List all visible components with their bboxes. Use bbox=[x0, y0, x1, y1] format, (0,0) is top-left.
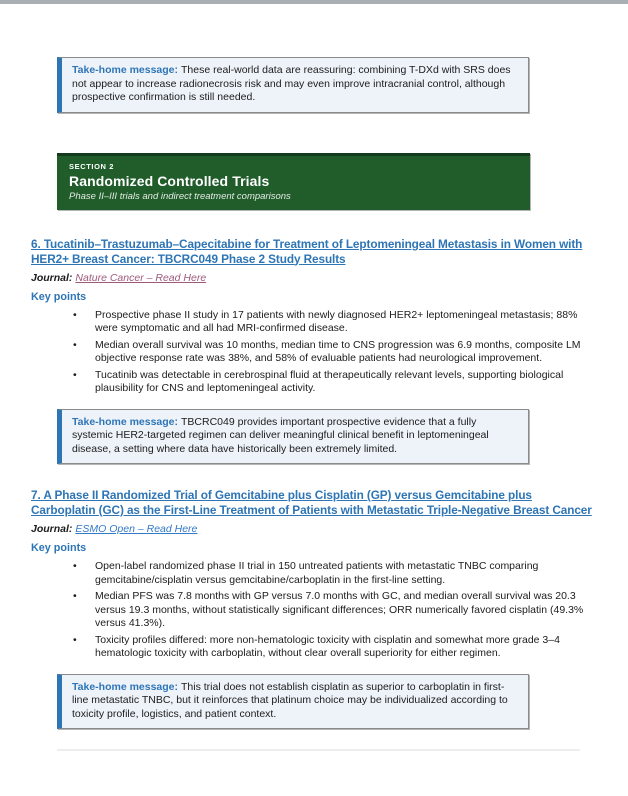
section-title: Randomized Controlled Trials bbox=[69, 172, 270, 189]
journal-line bbox=[31, 522, 595, 536]
take-home-label: Take-home message: bbox=[72, 680, 179, 693]
section-banner bbox=[57, 153, 530, 210]
article bbox=[31, 237, 595, 465]
take-home-text: This trial does not establish cisplatin as superior to carboplatin in first-line metastatic TNBC, but it reinforces that platinum choice may be individualized according to toxicity profile, logistics, and patient context. bbox=[72, 680, 508, 720]
take-home-text: TBCRC049 provides important prospective evidence that a fully systemic HER2-targeted regimen can deliver meaningful clinical benefit in leptomeningeal disease, a setting where data have historically been extremely limited. bbox=[72, 415, 489, 455]
section-divider bbox=[57, 749, 580, 751]
journal-link[interactable]: Nature Cancer – Read Here bbox=[75, 271, 207, 284]
take-home-label: Take-home message: bbox=[72, 64, 179, 76]
journal-line bbox=[31, 271, 595, 285]
journal-link[interactable]: ESMO Open – Read Here bbox=[75, 523, 198, 535]
take-home-box bbox=[57, 409, 529, 465]
journal-label: Journal: bbox=[31, 523, 73, 535]
key-point-item: • Tucatinib was detectable in cerebrospinal fluid at therapeutically relevant levels, supporting biological plausibility for CNS and leptomeningeal activity. bbox=[31, 369, 595, 396]
key-points-list bbox=[31, 560, 595, 661]
key-point-item: • Toxicity profiles differed: more non-hematologic toxicity with cisplatin and somewhat more grade 3–4 hematologic toxicity with carboplatin, without clear overall superiority for either regimen. bbox=[31, 634, 595, 661]
key-point-item: • Open-label randomized phase II trial in 150 untreated patients with metastatic TNBC comparing gemcitabine/cisplatin versus gemcitabine/carboplatin in the first-line setting. bbox=[31, 560, 595, 587]
take-home-box bbox=[57, 674, 529, 730]
section-subtitle: Phase II–III trials and indirect treatment comparisons bbox=[69, 190, 291, 202]
take-home-box bbox=[57, 57, 529, 113]
key-points-heading: Key points bbox=[31, 290, 87, 303]
take-home-label: Take-home message: bbox=[72, 415, 179, 428]
article-title-link[interactable]: 7. A Phase II Randomized Trial of Gemcitabine plus Cisplatin (GP) versus Gemcitabine plus Carboplatin (GC) as the First-Line Treatment of Patients with Metastatic Triple-Negative Breast Cancer bbox=[31, 488, 592, 517]
article-title-link[interactable]: 6. Tucatinib–Trastuzumab–Capecitabine for Treatment of Leptomeningeal Metastasis in Women with HER2+ Breast Cancer: TBCRC049 Phase 2 Study Results bbox=[31, 236, 583, 266]
section-kicker: SECTION 2 bbox=[69, 161, 114, 171]
key-points-list bbox=[31, 309, 595, 396]
page-content bbox=[0, 57, 628, 751]
key-point-item: • Median overall survival was 10 months, median time to CNS progression was 6.9 months, composite LM objective response rate was 38%, and 58% of evaluable patients had neurological improvement. bbox=[31, 339, 595, 366]
key-points-heading: Key points bbox=[31, 542, 87, 554]
key-point-item: • Prospective phase II study in 17 patients with newly diagnosed HER2+ leptomeningeal metastasis; 88% were symptomatic and all had MRI-confirmed disease. bbox=[31, 309, 595, 336]
journal-label: Journal: bbox=[31, 271, 73, 284]
article bbox=[31, 488, 595, 729]
take-home-text: These real-world data are reassuring: combining T-DXd with SRS does not appear to increase radionecrosis risk and may even improve intracranial control, although prospective confirmation is still needed. bbox=[72, 64, 511, 103]
key-point-item: • Median PFS was 7.8 months with GP versus 7.0 months with GC, and median overall survival was 20.3 versus 19.3 months, without statistically significant differences; ORR numerically favored cisplatin (49.3% versus 41.3%). bbox=[31, 590, 595, 631]
